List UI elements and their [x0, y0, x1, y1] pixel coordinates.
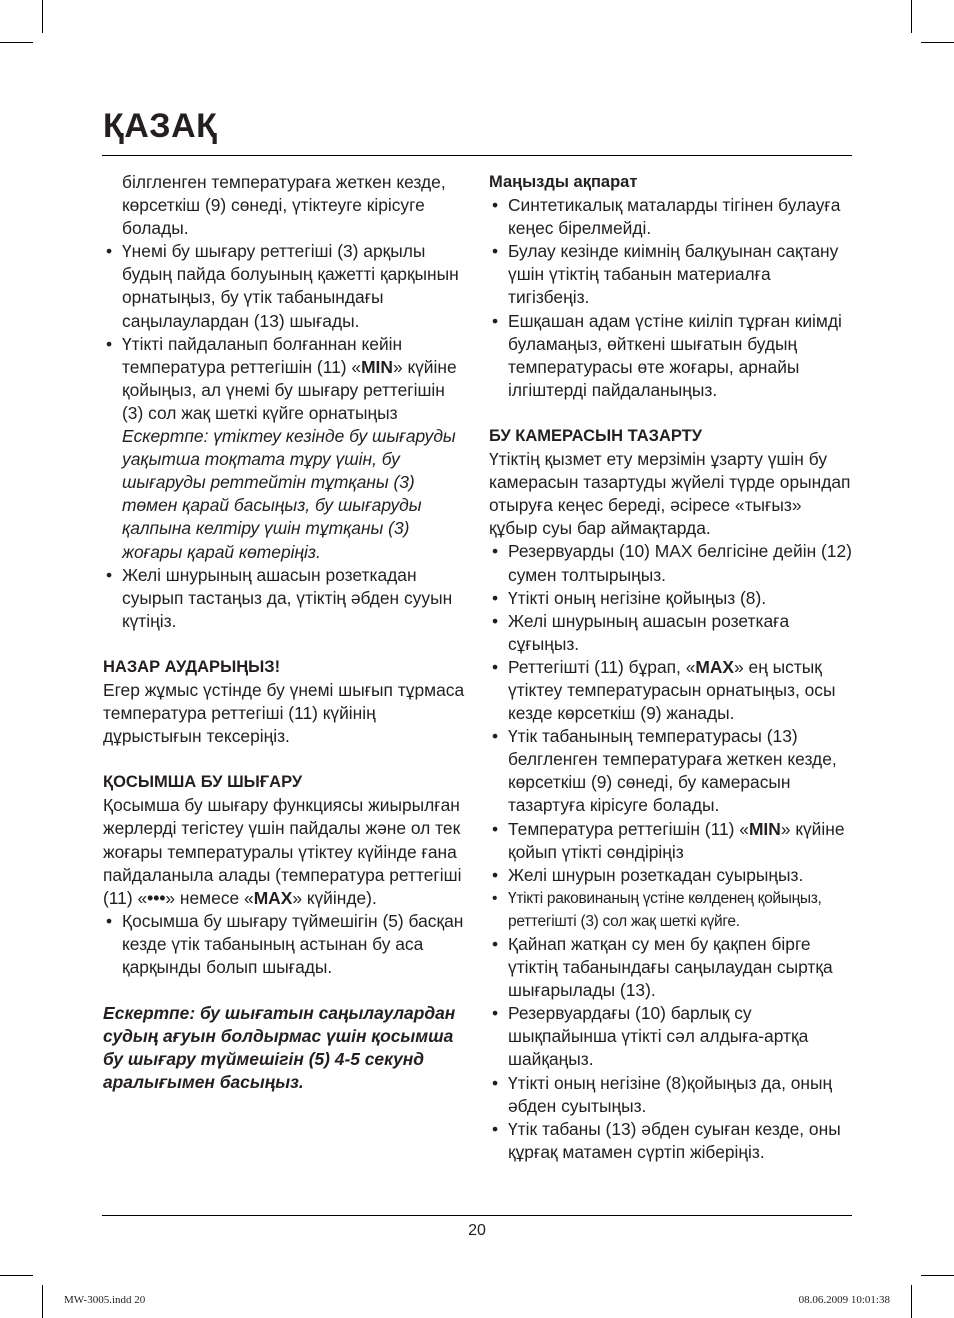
bullet-item: • Желі шнурын розеткадан суырыңыз.	[489, 864, 853, 887]
crop-mark	[42, 0, 43, 33]
crop-mark	[921, 42, 954, 43]
text: Реттегішті (11) бұрап, «	[508, 656, 696, 677]
bold-text: MIN	[361, 356, 393, 377]
section-heading: ҚОСЫМША БУ ШЫҒАРУ	[103, 773, 303, 792]
paragraph: Егер жұмыс үстінде бу үнемі шығып тұрмаса температура реттегіші (11) күйінің дұрыстығын тексеріңіз.	[103, 679, 465, 747]
crop-mark	[911, 0, 912, 33]
right-column	[489, 171, 853, 1164]
bullet-item: • Желі шнурының ашасын розеткадан суырып тастаңыз да, үтіктің әбден сууын күтіңіз.	[103, 564, 465, 633]
italic-note: Ескертпе: үтіктеу кезінде бу шығаруды уақытша тоқтата тұру үшін, бу шығаруды реттейтін тұтқаны (3) төмен қарай басыңыз, бу шығаруды қалпына келтіру үшін тұтқаны (3) жоғары қарай көтеріңіз.	[122, 426, 456, 562]
bullet-item: • Қайнап жатқан су мен бу қақпен бірге үтіктің табанындағы саңылаудан сыртқа шығарылады (13).	[489, 933, 853, 1002]
page-number: 20	[468, 1222, 486, 1239]
bullet-item: • Резервуардағы (10) барлық су шықпайынша үтікті сәл алдыға-артқа шайқаңыз.	[489, 1002, 853, 1071]
paragraph: Үтіктің қызмет ету мерзімін ұзарту үшін бу камерасын тазартуды жүйелі түрде орындап отыруға кеңес береді, әсіресе «тығыз» құбыр суы бар аймақтарда.	[489, 449, 851, 539]
bullet-item	[489, 656, 853, 725]
bold-text: •••	[147, 887, 166, 908]
bullet-item: • Үтікті раковинаның үстіне көлденең қойыңыз, реттегішті (3) сол жақ шеткі күйге.	[489, 887, 853, 933]
bullet-item: • Үтікті оның негізіне қойыңыз (8).	[489, 587, 853, 610]
text: » күйіне қойып үтікті сөндіріңіз	[508, 818, 845, 862]
bullet-item: • Үтік табаны (13) әбден суыған кезде, оны құрғақ матамен сүртіп жіберіңіз.	[489, 1118, 853, 1164]
warning-note: Ескертпе: бу шығатын саңылаулардан судың ағуын болдырмас үшін қосымша бу шығару түймешігін (5) 4-5 секунд аралығымен басыңыз.	[103, 1003, 456, 1093]
page-title: ҚАЗАҚ	[103, 107, 218, 145]
crop-mark	[911, 1285, 912, 1318]
crop-mark	[0, 42, 33, 43]
left-column	[103, 171, 465, 1094]
text: Үтікті пайдаланып болғаннан кейін температура реттегішін (11) «	[122, 333, 403, 377]
bullet-item: • Резервуарды (10) MAX белгісіне дейін (12) сумен толтырыңыз.	[489, 540, 853, 586]
text: » күйінде).	[292, 887, 377, 908]
bullet-item: • Үтікті оның негізіне (8)қойыңыз да, оның әбден суытыңыз.	[489, 1072, 853, 1118]
print-slug-date: 08.06.2009 10:01:38	[798, 1294, 890, 1306]
text: » ең ыстық үтіктеу температурасын орнатыңыз, осы кезде көрсеткіш (9) жанады.	[508, 656, 836, 724]
paragraph	[103, 794, 465, 909]
bullet-item: • Ешқашан адам үстіне киіліп тұрған киімді буламаңыз, өйткені шығатын будың температурасы өте жоғары, арнайы ілгіштерді пайдаланыңыз.	[489, 310, 853, 402]
footer-rule	[102, 1215, 852, 1216]
section-heading: Маңызды ақпарат	[489, 173, 638, 191]
section-heading: БУ КАМЕРАСЫН ТАЗАРТУ	[489, 426, 703, 445]
text: Температура реттегішін (11) «	[508, 818, 749, 839]
bullet-item: • Булау кезінде киімнің балқуынан сақтану үшін үтіктің табанын материалға тигізбеңіз.	[489, 240, 853, 309]
text: Қосымша бу шығару функциясы жиырылған жерлерді тегістеу үшін пайдалы және ол тек жоғары температуралы үтіктеу күйінде ғана пайдаланыла алады (температура реттегіші (11) «	[103, 795, 462, 908]
bold-text: MIN	[748, 818, 781, 839]
text: » немесе «	[165, 887, 254, 908]
bold-text: MAX	[253, 887, 293, 908]
section-heading: НАЗАР АУДАРЫҢЫЗ!	[103, 657, 281, 676]
bullet-item: • Үтік табанының температурасы (13) белгленген температураға жеткен кезде, көрсеткіш (9) сөнеді, бу камерасын тазартуға кірісуге болады.	[489, 725, 853, 817]
print-slug-file: MW-3005.indd 20	[64, 1294, 146, 1306]
bold-text: MAX	[695, 656, 735, 677]
bullet-item: • Синтетикалық маталарды тігінен булауға кеңес бірелмейді.	[489, 194, 853, 240]
paragraph: білгленген температураға жеткен кезде, көрсеткіш (9) сөнеді, үтіктеуге кірісуге болады.	[122, 172, 446, 239]
bullet-item: • Үнемі бу шығару реттегіші (3) арқылы будың пайда болуының қажетті қарқынын орнатыңыз, бу үтік табанындағы саңылаулардан (13) шығады.	[103, 240, 465, 332]
text: » күйіне қойыңыз, ал үнемі бу шығару реттегішін (3) сол жақ шеткі күйге орнатыңыз	[122, 356, 457, 423]
header-rule	[102, 155, 852, 156]
crop-mark	[42, 1285, 43, 1318]
crop-mark	[0, 1275, 33, 1276]
bullet-item	[103, 333, 465, 564]
bullet-item	[489, 818, 853, 864]
crop-mark	[921, 1275, 954, 1276]
bullet-item: • Қосымша бу шығару түймешігін (5) басқан кезде үтік табанының астынан бу аса қарқынды болып шығады.	[103, 910, 465, 979]
bullet-item: • Желі шнурының ашасын розеткаға сұғыңыз.	[489, 610, 853, 656]
